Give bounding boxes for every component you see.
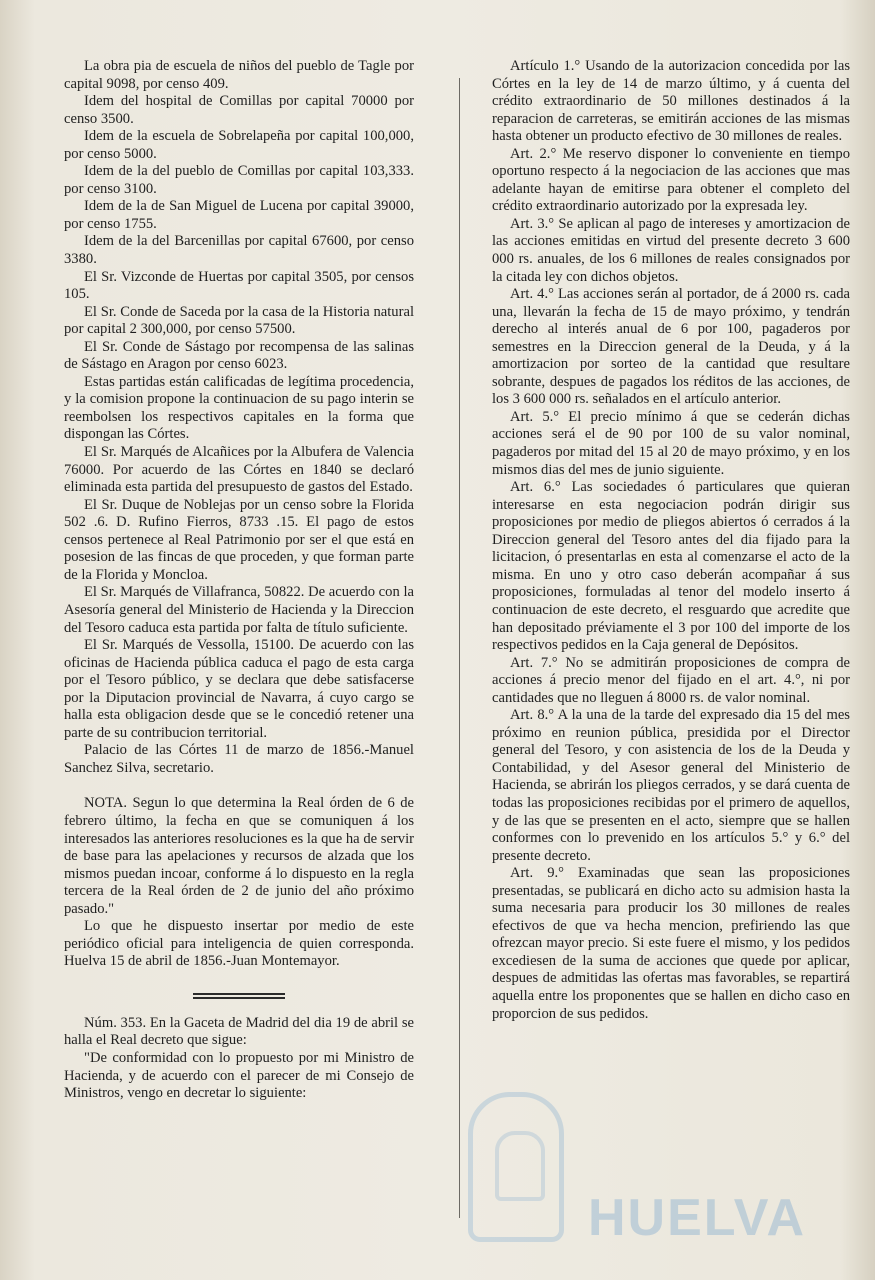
paragraph-marques-vessolla: El Sr. Marqués de Vessolla, 15100. De acuerdo con las oficinas de Hacienda pública caduca el pago de esta carga por el Tesoro público, y se declara que debe satisfacerse por la Diputacion provincial de Navarra, á cuyo cargo se halla esta obligacion desde que se le concedió retener una parte de su contribucion territorial. [64,637,414,741]
column-rule [459,78,460,1218]
watermark-seal-icon [468,1092,564,1242]
article-7: Art. 7.° No se admitirán proposiciones de compra de acciones á precio menor del fijado en el art. 4.°, ni por cantidades que no lleguen á 8000 rs. de valor nominal. [492,654,850,706]
article-2: Art. 2.° Me reservo disponer lo conveniente en tiempo oportuno respecto á la negociacion de las acciones que mas adelante hayan de emitirse para obtener el completo del crédito extraordinario autorizado por la expresada ley. [492,145,850,215]
paragraph-duque-noblejas: El Sr. Duque de Noblejas por un censo sobre la Florida 502 .6. D. Rufino Fierros, 8733 .15. El pago de estos censos pertenece al Real Patrimonio por ser el que está en posesion de las fincas de que proceden, y que forman parte de la Florida y Moncloa. [64,496,414,583]
paragraph-num-353: Núm. 353. En la Gaceta de Madrid del dia 19 de abril se halla el Real decreto que sigue: [64,1014,414,1049]
paragraph-partidas-calificadas: Estas partidas están calificadas de legítima procedencia, y la comision propone la continuacion de su pago interin se reembolsen los respectivos capitales en la forma que dispongan las Córtes. [64,373,414,443]
article-9: Art. 9.° Examinadas que sean las proposiciones presentadas, se publicará en dicho acto su admision hasta la suma necesaria para producir los 30 millones de reales efectivos de que va hecha mencion, prefiriendo las que ofrezcan mayor precio. Si este fuere el mismo, y los pedidos excediesen de la suma de acciones que quede por aplicar, despues de admitidas las ofertas mas favorables, se repartirá aquella entre los proponentes que se hallen en dicho caso en proporcion de sus pedidos. [492,865,850,1022]
paragraph-hospital-comillas: Idem del hospital de Comillas por capital 70000 por censo 3500. [64,93,414,127]
paragraph-san-miguel-lucena: Idem de la de San Miguel de Lucena por capital 39000, por censo 1755. [64,198,414,232]
article-5: Art. 5.° El precio mínimo á que se cederán dichas acciones será el de 90 por 100 de su valor nominal, pagaderos por mitad del 15 al 20 de mayo próximo, y en los mismos dias del mes de junio siguiente. [492,408,850,478]
paragraph-marques-villafranca: El Sr. Marqués de Villafranca, 50822. De acuerdo con la Asesoría general del Ministerio de Hacienda y la Direccion del Tesoro caduca esta partida por falta de título suficiente. [64,584,414,636]
paragraph-marques-alcanices: El Sr. Marqués de Alcañices por la Albufera de Valencia 76000. Por acuerdo de las Córtes en 1840 se declaró eliminada esta partida del presupuesto de gastos del Estado. [64,444,414,496]
paragraph-palacio-cortes: Palacio de las Córtes 11 de marzo de 1856.-Manuel Sanchez Silva, secretario. [64,742,414,776]
watermark-logo: HUELVA [588,1189,807,1247]
paragraph-escuela-tagle: La obra pia de escuela de niños del pueblo de Tagle por capital 9098, por censo 409. [64,58,414,92]
paragraph-huelva-signature: Lo que he dispuesto insertar por medio de este periódico oficial para inteligencia de quien corresponda. Huelva 15 de abril de 1856.-Juan Montemayor. [64,918,414,970]
paragraph-nota: NOTA. Segun lo que determina la Real órden de 6 de febrero último, la fecha en que se comuniquen á los interesados las anteriores resoluciones es la que ha de servir de base para las apelaciones y recursos de alzada que los mismos puedan incoar, conforme á lo dispuesto en la regla tercera de la Real órden de 2 de junio del año próximo pasado." [64,795,414,917]
paragraph-conde-saceda: El Sr. Conde de Saceda por la casa de la Historia natural por capital 2 300,000, por censo 57500. [64,303,414,338]
article-4: Art. 4.° Las acciones serán al portador, de á 2000 rs. cada una, llevarán la fecha de 15 de mayo próximo, y tendrán derecho al interés anual de 6 por 100, pagaderos por semestres en la Direccion general de la Deuda, y á la amortizacion por sorteo de la cantidad que resultare sobrante, despues de pagados los réditos de las acciones, de los 3 600 000 rs. señalados en el artículo anterior. [492,286,850,408]
paragraph-decreto-intro: "De conformidad con lo propuesto por mi Ministro de Hacienda, y de acuerdo con el parecer de mi Consejo de Ministros, vengo en decretar lo siguiente: [64,1049,414,1102]
article-6: Art. 6.° Las sociedades ó particulares que quieran interesarse en esta negociacion podrán dirigir sus proposiciones por medio de pliegos abiertos ó cerrados á la Direccion general del Tesoro antes del dia fijado para la licitacion, ó presentarlas en esta al comenzarse el acto de la misma. En uno y otro caso deberán acompañar á sus proposiciones, formuladas al tenor del modelo inserto á continuacion de este decreto, el resguardo que acredite que han depositado préviamente el 3 por 100 del importe de los respectivos pedidos en la Caja general de Depósitos. [492,479,850,654]
article-8: Art. 8.° A la una de la tarde del expresado dia 15 del mes próximo en reunion pública, presidida por el Director general del Tesoro, y con asistencia de los de la Deuda y Contabilidad, y del Asesor general del Ministerio de Hacienda, se abrirán los pliegos cerrados, y se dará cuenta de todas las proposiciones recibidas por el primero de aquellos, y de las que se presenten en el acto, siempre que se hallen conformes con lo prevenido en los artículos 5.° y 6.° del presente decreto. [492,707,850,864]
right-column [492,58,850,1023]
paragraph-barcenillas: Idem de la del Barcenillas por capital 67600, por censo 3380. [64,233,414,268]
left-column [64,58,414,1103]
article-3: Art. 3.° Se aplican al pago de intereses y amortizacion de las acciones emitidas en virtud del presente decreto 3 600 000 rs. anuales, de los 6 millones de reales consignados por la citada ley con dichos objetos. [492,215,850,285]
section-divider [193,993,285,999]
article-1: Artículo 1.° Usando de la autorizacion concedida por las Córtes en la ley de 14 de marzo último, y á cuenta del crédito extraordinario de 50 millones destinados á la reparacion de carreteras, se emitirán acciones de las mismas hasta obtener un producto efectivo de 30 millones de reales. [492,58,850,145]
paragraph-vizconde-huertas: El Sr. Vizconde de Huertas por capital 3505, por censos 105. [64,268,414,303]
paragraph-pueblo-comillas: Idem de la del pueblo de Comillas por capital 103,333. por censo 3100. [64,163,414,197]
paragraph-conde-sastago: El Sr. Conde de Sástago por recompensa de las salinas de Sástago en Aragon por censo 6023. [64,338,414,373]
paragraph-escuela-sobrelapena: Idem de la escuela de Sobrelapeña por capital 100,000, por censo 5000. [64,128,414,162]
